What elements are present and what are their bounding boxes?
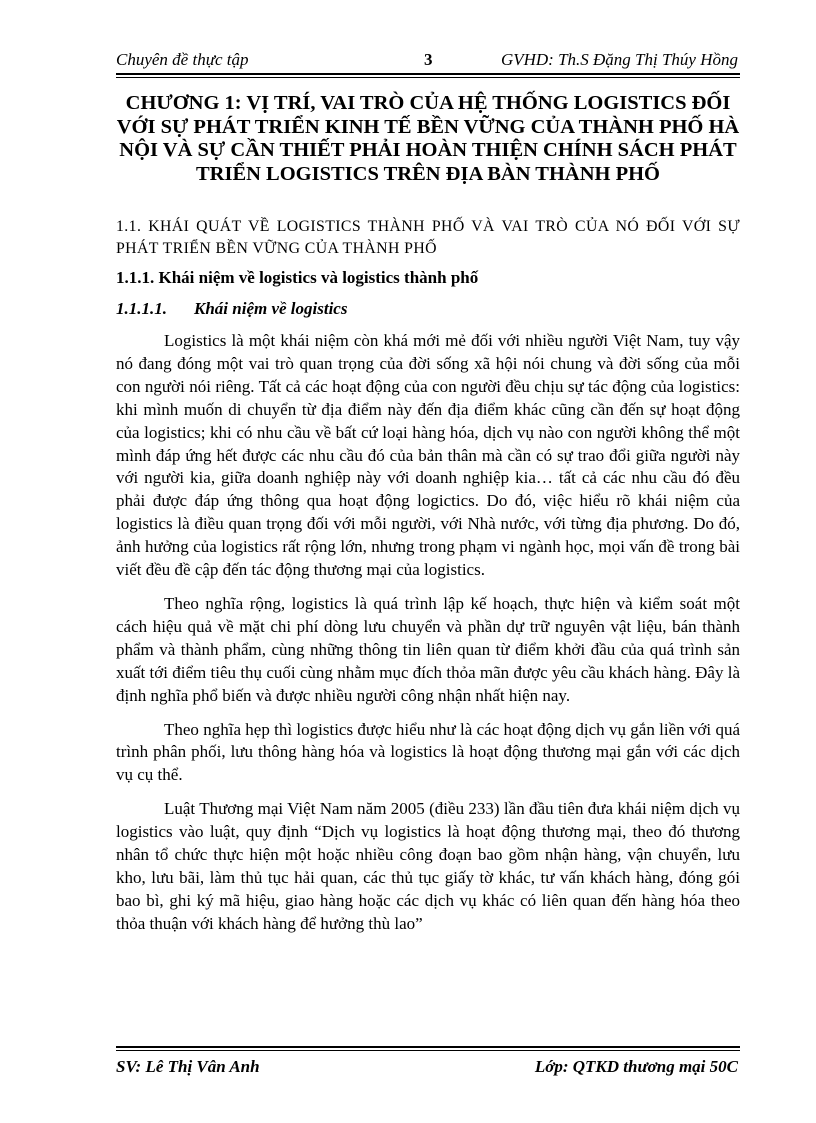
header-rule-thick xyxy=(116,73,740,75)
header-rule-thin xyxy=(116,77,740,78)
subsubsection-number: 1.1.1.1. xyxy=(116,299,167,318)
page-header xyxy=(116,48,740,72)
subsubsection-title: Khái niệm về logistics xyxy=(194,299,348,318)
paragraph: Luật Thương mại Việt Nam năm 2005 (điều 233) lần đầu tiên đưa khái niệm dịch vụ logistics vào luật, quy định “Dịch vụ logistics là hoạt động thương mại, theo đó thương nhân tổ chức thực hiện một hoặc nhiều công đoạn bao gồm nhận hàng, vận chuyển, lưu kho, lưu bãi, làm thủ tục hải quan, các thủ tục giấy tờ khác, tư vấn khách hàng, đóng gói bao bì, ghi ký mã hiệu, giao hàng hoặc các dịch vụ khác có liên quan đến hàng hóa theo thỏa thuận với khách hàng để hưởng thù lao” xyxy=(116,799,740,933)
footer-rule-thin xyxy=(116,1050,740,1051)
footer-student: SV: Lê Thị Vân Anh xyxy=(116,1057,260,1076)
page-footer xyxy=(116,1057,740,1079)
subsubsection-heading xyxy=(116,299,347,319)
footer-class: Lớp: QTKD thương mại 50C xyxy=(534,1057,738,1076)
paragraph: Logistics là một khái niệm còn khá mới mẻ đối với nhiều người Việt Nam, tuy vậy nó đang đóng một vai trò quan trọng của đời sống xã hội nói chung và đời sống của mỗi con người nói riêng. Tất cả các hoạt động của con người đều chịu sự tác động của logistics: khi mình muốn di chuyển từ địa điểm này đến địa điểm khác cũng cần đến sự hoạt động của logistics; khi có nhu cầu về bất cứ loại hàng hóa, dịch vụ nào con người không thể một mình đáp ứng hết được các nhu cầu đó của bản thân mà cần có sự trao đổi giữa người này với người kia, giữa doanh nghiệp này với doanh nghiệp kia… tất cả các nhu cầu đó đều phải được đáp ứng thông qua hoạt động logictics. Do đó, việc hiểu rõ khái niệm của logistics là điều quan trọng đối với mỗi người, với Nhà nước, với từng địa phương. Do đó, ảnh hưởng của logistics rất rộng lớn, nhưng trong phạm vi ngành học, mọi vấn đề trong bài viết đều đề cập đến tác động thương mại của logistics. xyxy=(116,331,740,580)
section-heading: 1.1. KHÁI QUÁT VỀ LOGISTICS THÀNH PHỐ VÀ VAI TRÒ CỦA NÓ ĐỐI VỚI SỰ PHÁT TRIỂN BỀN VỮNG CỦA THÀNH PHỐ xyxy=(116,218,740,257)
paragraph: Theo nghĩa hẹp thì logistics được hiểu như là các hoạt động dịch vụ gắn liền với quá trình phân phối, lưu thông hàng hóa và logistics là hoạt động thương mại gắn với các dịch vụ cụ thể. xyxy=(116,719,740,785)
page-number: 3 xyxy=(424,50,433,69)
paragraph: Theo nghĩa rộng, logistics là quá trình lập kế hoạch, thực hiện và kiểm soát một cách hiệu quả về mặt chi phí dòng lưu chuyển và phần dự trữ nguyên vật liệu, bán thành phẩm và thành phẩm, cùng những thông tin liên quan từ điểm khởi đầu của quá trình sản xuất tới điểm tiêu thụ cuối cùng nhằm mục đích thỏa mãn được yêu cầu khách hàng. Đây là định nghĩa phổ biến và được nhiều người công nhận nhất hiện nay. xyxy=(116,593,740,705)
body-text xyxy=(116,330,740,947)
chapter-title: CHƯƠNG 1: VỊ TRÍ, VAI TRÒ CỦA HỆ THỐNG LOGISTICS ĐỐI VỚI SỰ PHÁT TRIỂN KINH TẾ BỀN VỮNG CỦA THÀNH PHỐ HÀ NỘI VÀ SỰ CẦN THIẾT PHẢI HOÀN THIỆN CHÍNH SÁCH PHÁT TRIỂN LOGISTICS TRÊN ĐỊA BÀN THÀNH PHỐ xyxy=(116,92,740,185)
header-supervisor: GVHD: Th.S Đặng Thị Thúy Hồng xyxy=(500,50,738,69)
header-course-label: Chuyên đề thực tập xyxy=(116,50,249,69)
subsection-heading: 1.1.1. Khái niệm về logistics và logistics thành phố xyxy=(116,268,479,287)
footer-rule-thick xyxy=(116,1046,740,1048)
